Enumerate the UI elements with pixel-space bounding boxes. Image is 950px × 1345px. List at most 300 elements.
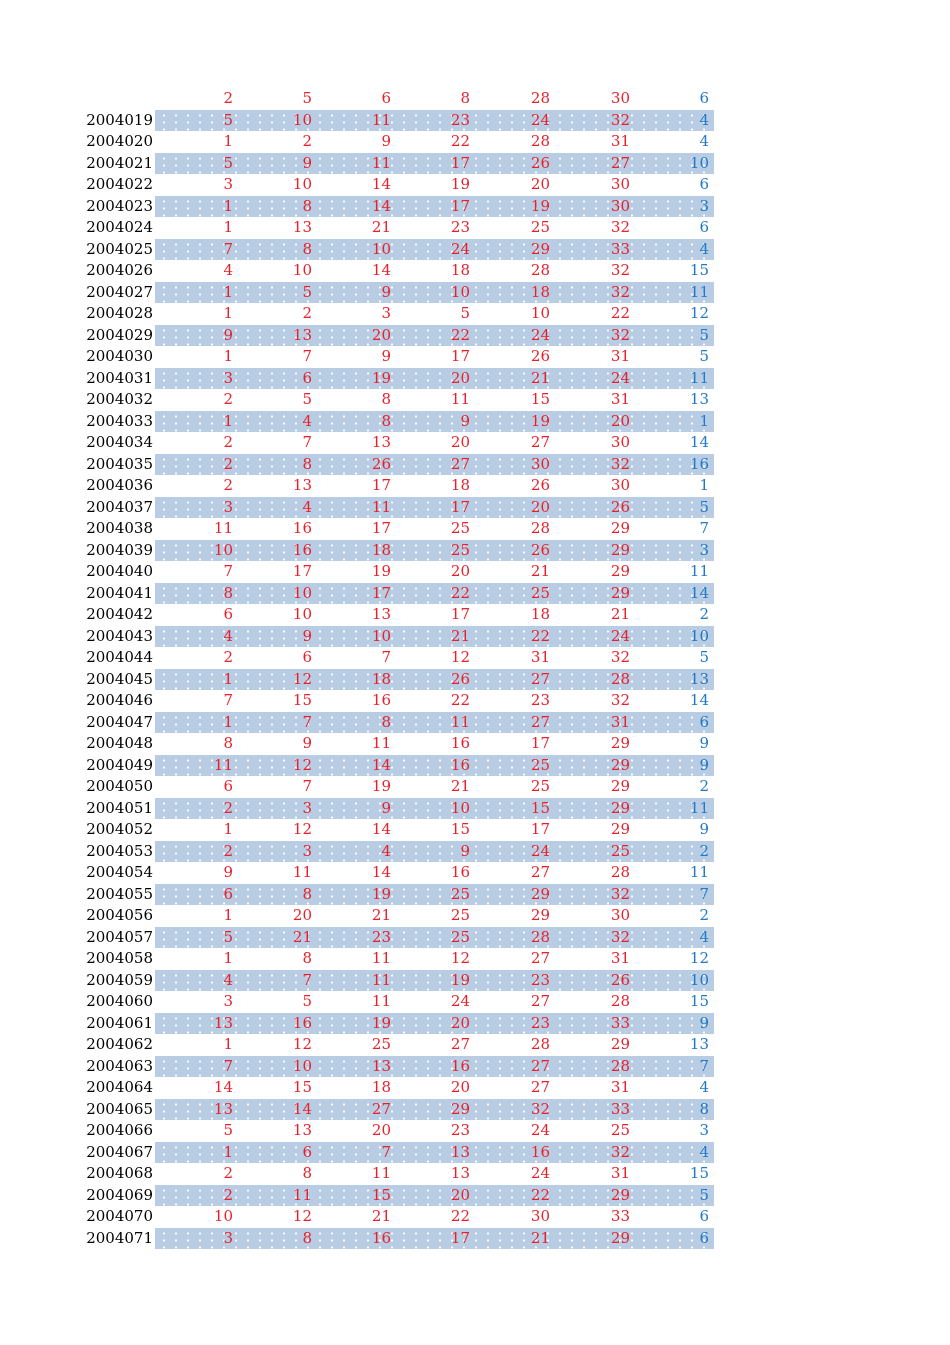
red-ball-number: 27 xyxy=(530,949,550,967)
issue-number: 2004046 xyxy=(86,691,153,709)
red-ball-number: 32 xyxy=(610,927,630,946)
red-ball-number: 32 xyxy=(610,282,630,301)
red-ball-number: 1 xyxy=(223,906,233,924)
red-ball-number: 3 xyxy=(302,841,312,860)
table-row xyxy=(0,432,950,454)
blue-ball-number: 7 xyxy=(699,1056,709,1075)
red-ball-number: 13 xyxy=(292,325,312,344)
red-ball-number: 10 xyxy=(213,1207,233,1225)
red-ball-number: 4 xyxy=(381,841,391,860)
red-ball-number: 31 xyxy=(610,712,630,731)
table-row xyxy=(0,690,950,712)
red-ball-number: 15 xyxy=(371,1185,391,1204)
red-ball-number: 1 xyxy=(223,1035,233,1053)
red-ball-number: 18 xyxy=(530,282,550,301)
issue-number: 2004069 xyxy=(86,1185,153,1204)
issue-number: 2004038 xyxy=(86,519,153,537)
red-ball-number: 29 xyxy=(610,519,630,537)
red-ball-number: 31 xyxy=(610,390,630,408)
red-ball-number: 1 xyxy=(223,949,233,967)
red-ball-number: 26 xyxy=(530,476,550,494)
table-row xyxy=(0,282,950,304)
red-ball-number: 24 xyxy=(530,1164,550,1182)
issue-number: 2004021 xyxy=(86,153,153,172)
red-ball-number: 24 xyxy=(530,110,550,129)
red-ball-number: 16 xyxy=(450,1056,470,1075)
red-ball-number: 20 xyxy=(450,433,470,451)
red-ball-number: 2 xyxy=(302,132,312,150)
red-ball-number: 3 xyxy=(381,304,391,322)
red-ball-number: 1 xyxy=(223,669,233,688)
red-ball-number: 7 xyxy=(381,648,391,666)
red-ball-number: 13 xyxy=(450,1164,470,1182)
red-ball-number: 23 xyxy=(450,218,470,236)
red-ball-number: 14 xyxy=(371,196,391,215)
red-ball-number: 7 xyxy=(223,239,233,258)
red-ball-number: 27 xyxy=(610,153,630,172)
blue-ball-number: 6 xyxy=(699,89,709,107)
red-ball-number: 33 xyxy=(610,1013,630,1032)
table-row xyxy=(0,88,950,110)
issue-number: 2004029 xyxy=(86,325,153,344)
issue-number: 2004034 xyxy=(86,433,153,451)
red-ball-number: 1 xyxy=(223,347,233,365)
issue-number: 2004035 xyxy=(86,454,153,473)
red-ball-number: 19 xyxy=(450,175,470,193)
red-ball-number: 25 xyxy=(610,1121,630,1139)
red-ball-number: 25 xyxy=(530,583,550,602)
table-row xyxy=(0,131,950,153)
red-ball-number: 27 xyxy=(530,1056,550,1075)
red-ball-number: 26 xyxy=(610,970,630,989)
issue-number: 2004037 xyxy=(86,497,153,516)
red-ball-number: 9 xyxy=(302,626,312,645)
red-ball-number: 14 xyxy=(371,863,391,881)
red-ball-number: 8 xyxy=(302,949,312,967)
red-ball-number: 6 xyxy=(302,1142,312,1161)
red-ball-number: 20 xyxy=(530,497,550,516)
red-ball-number: 33 xyxy=(610,1099,630,1118)
issue-number: 2004070 xyxy=(86,1207,153,1225)
table-row xyxy=(0,927,950,949)
blue-ball-number: 1 xyxy=(699,411,709,430)
table-row xyxy=(0,1077,950,1099)
table-row xyxy=(0,669,950,691)
issue-number: 2004026 xyxy=(86,261,153,279)
red-ball-number: 13 xyxy=(213,1099,233,1118)
red-ball-number: 21 xyxy=(450,777,470,795)
red-ball-number: 28 xyxy=(530,1035,550,1053)
red-ball-number: 27 xyxy=(530,433,550,451)
red-ball-number: 9 xyxy=(302,153,312,172)
red-ball-number: 22 xyxy=(530,626,550,645)
red-ball-number: 21 xyxy=(371,1207,391,1225)
red-ball-number: 31 xyxy=(610,132,630,150)
red-ball-number: 7 xyxy=(381,1142,391,1161)
blue-ball-number: 4 xyxy=(699,1142,709,1161)
red-ball-number: 31 xyxy=(530,648,550,666)
issue-number: 2004022 xyxy=(86,175,153,193)
blue-ball-number: 11 xyxy=(689,562,709,580)
red-ball-number: 13 xyxy=(371,605,391,623)
issue-number: 2004020 xyxy=(86,132,153,150)
blue-ball-number: 4 xyxy=(699,132,709,150)
red-ball-number: 16 xyxy=(530,1142,550,1161)
red-ball-number: 9 xyxy=(223,325,233,344)
red-ball-number: 9 xyxy=(460,841,470,860)
red-ball-number: 25 xyxy=(450,519,470,537)
blue-ball-number: 5 xyxy=(699,1185,709,1204)
red-ball-number: 8 xyxy=(223,583,233,602)
red-ball-number: 3 xyxy=(223,497,233,516)
issue-number: 2004057 xyxy=(86,927,153,946)
red-ball-number: 16 xyxy=(450,863,470,881)
red-ball-number: 7 xyxy=(223,1056,233,1075)
red-ball-number: 25 xyxy=(530,218,550,236)
blue-ball-number: 6 xyxy=(699,175,709,193)
red-ball-number: 4 xyxy=(223,261,233,279)
red-ball-number: 20 xyxy=(450,1078,470,1096)
red-ball-number: 22 xyxy=(450,691,470,709)
red-ball-number: 16 xyxy=(450,755,470,774)
issue-number: 2004063 xyxy=(86,1056,153,1075)
red-ball-number: 3 xyxy=(223,992,233,1010)
red-ball-number: 31 xyxy=(610,1078,630,1096)
blue-ball-number: 10 xyxy=(689,626,709,645)
blue-ball-number: 15 xyxy=(689,261,709,279)
red-ball-number: 17 xyxy=(371,519,391,537)
issue-number: 2004041 xyxy=(86,583,153,602)
table-row xyxy=(0,1120,950,1142)
red-ball-number: 14 xyxy=(213,1078,233,1096)
red-ball-number: 16 xyxy=(292,1013,312,1032)
red-ball-number: 32 xyxy=(610,1142,630,1161)
table-row xyxy=(0,712,950,734)
issue-number: 2004031 xyxy=(86,368,153,387)
red-ball-number: 17 xyxy=(530,734,550,752)
red-ball-number: 7 xyxy=(223,562,233,580)
red-ball-number: 24 xyxy=(530,841,550,860)
red-ball-number: 8 xyxy=(381,390,391,408)
table-row xyxy=(0,1163,950,1185)
blue-ball-number: 6 xyxy=(699,1228,709,1247)
table-row xyxy=(0,604,950,626)
red-ball-number: 8 xyxy=(302,196,312,215)
red-ball-number: 28 xyxy=(530,927,550,946)
red-ball-number: 15 xyxy=(530,390,550,408)
table-row xyxy=(0,841,950,863)
red-ball-number: 10 xyxy=(292,110,312,129)
red-ball-number: 5 xyxy=(302,89,312,107)
red-ball-number: 14 xyxy=(371,175,391,193)
red-ball-number: 20 xyxy=(371,1121,391,1139)
red-ball-number: 16 xyxy=(450,734,470,752)
red-ball-number: 17 xyxy=(450,605,470,623)
red-ball-number: 20 xyxy=(450,1185,470,1204)
red-ball-number: 22 xyxy=(610,304,630,322)
red-ball-number: 14 xyxy=(371,261,391,279)
red-ball-number: 4 xyxy=(302,497,312,516)
table-row xyxy=(0,991,950,1013)
red-ball-number: 29 xyxy=(610,798,630,817)
table-row xyxy=(0,733,950,755)
table-row xyxy=(0,776,950,798)
blue-ball-number: 8 xyxy=(699,1099,709,1118)
red-ball-number: 23 xyxy=(530,970,550,989)
issue-number: 2004056 xyxy=(86,906,153,924)
red-ball-number: 24 xyxy=(450,992,470,1010)
red-ball-number: 8 xyxy=(381,712,391,731)
red-ball-number: 25 xyxy=(450,927,470,946)
red-ball-number: 11 xyxy=(292,863,312,881)
red-ball-number: 14 xyxy=(371,755,391,774)
red-ball-number: 12 xyxy=(292,669,312,688)
blue-ball-number: 14 xyxy=(689,583,709,602)
red-ball-number: 6 xyxy=(223,884,233,903)
blue-ball-number: 3 xyxy=(699,540,709,559)
table-row xyxy=(0,798,950,820)
red-ball-number: 27 xyxy=(530,863,550,881)
red-ball-number: 29 xyxy=(610,777,630,795)
table-row xyxy=(0,1013,950,1035)
issue-number: 2004036 xyxy=(86,476,153,494)
table-row xyxy=(0,561,950,583)
red-ball-number: 15 xyxy=(530,798,550,817)
red-ball-number: 16 xyxy=(371,1228,391,1247)
red-ball-number: 10 xyxy=(530,304,550,322)
red-ball-number: 29 xyxy=(450,1099,470,1118)
issue-number: 2004052 xyxy=(86,820,153,838)
red-ball-number: 30 xyxy=(610,196,630,215)
red-ball-number: 26 xyxy=(530,540,550,559)
blue-ball-number: 12 xyxy=(689,949,709,967)
table-row xyxy=(0,626,950,648)
red-ball-number: 21 xyxy=(530,368,550,387)
red-ball-number: 21 xyxy=(292,927,312,946)
blue-ball-number: 11 xyxy=(689,863,709,881)
red-ball-number: 28 xyxy=(610,1056,630,1075)
issue-number: 2004053 xyxy=(86,841,153,860)
red-ball-number: 23 xyxy=(530,1013,550,1032)
red-ball-number: 11 xyxy=(371,734,391,752)
red-ball-number: 3 xyxy=(302,798,312,817)
red-ball-number: 21 xyxy=(530,562,550,580)
red-ball-number: 10 xyxy=(213,540,233,559)
red-ball-number: 22 xyxy=(450,1207,470,1225)
table-row xyxy=(0,411,950,433)
table-row xyxy=(0,1099,950,1121)
red-ball-number: 16 xyxy=(292,540,312,559)
red-ball-number: 28 xyxy=(610,863,630,881)
blue-ball-number: 11 xyxy=(689,798,709,817)
red-ball-number: 11 xyxy=(292,1185,312,1204)
blue-ball-number: 1 xyxy=(699,476,709,494)
table-row xyxy=(0,497,950,519)
issue-number: 2004024 xyxy=(86,218,153,236)
issue-number: 2004061 xyxy=(86,1013,153,1032)
red-ball-number: 8 xyxy=(302,454,312,473)
red-ball-number: 20 xyxy=(450,368,470,387)
red-ball-number: 5 xyxy=(223,927,233,946)
blue-ball-number: 14 xyxy=(689,691,709,709)
red-ball-number: 32 xyxy=(610,110,630,129)
red-ball-number: 19 xyxy=(530,411,550,430)
red-ball-number: 11 xyxy=(213,755,233,774)
issue-number: 2004047 xyxy=(86,712,153,731)
red-ball-number: 25 xyxy=(371,1035,391,1053)
red-ball-number: 33 xyxy=(610,1207,630,1225)
issue-number: 2004071 xyxy=(86,1228,153,1247)
issue-number: 2004040 xyxy=(86,562,153,580)
table-row xyxy=(0,540,950,562)
table-row xyxy=(0,884,950,906)
red-ball-number: 10 xyxy=(292,583,312,602)
red-ball-number: 10 xyxy=(292,605,312,623)
table-row xyxy=(0,1056,950,1078)
issue-number: 2004039 xyxy=(86,540,153,559)
table-row xyxy=(0,196,950,218)
red-ball-number: 10 xyxy=(371,626,391,645)
red-ball-number: 28 xyxy=(610,669,630,688)
red-ball-number: 1 xyxy=(223,196,233,215)
red-ball-number: 9 xyxy=(381,798,391,817)
red-ball-number: 7 xyxy=(302,712,312,731)
red-ball-number: 27 xyxy=(450,1035,470,1053)
red-ball-number: 2 xyxy=(223,89,233,107)
table-row xyxy=(0,1185,950,1207)
red-ball-number: 10 xyxy=(292,1056,312,1075)
red-ball-number: 5 xyxy=(302,992,312,1010)
red-ball-number: 22 xyxy=(530,1185,550,1204)
red-ball-number: 26 xyxy=(530,153,550,172)
red-ball-number: 4 xyxy=(223,626,233,645)
red-ball-number: 2 xyxy=(223,1164,233,1182)
issue-number: 2004048 xyxy=(86,734,153,752)
red-ball-number: 23 xyxy=(371,927,391,946)
blue-ball-number: 13 xyxy=(689,669,709,688)
red-ball-number: 2 xyxy=(223,390,233,408)
red-ball-number: 8 xyxy=(381,411,391,430)
red-ball-number: 19 xyxy=(371,368,391,387)
red-ball-number: 14 xyxy=(371,820,391,838)
red-ball-number: 17 xyxy=(450,153,470,172)
red-ball-number: 11 xyxy=(371,970,391,989)
red-ball-number: 2 xyxy=(223,648,233,666)
red-ball-number: 2 xyxy=(223,1185,233,1204)
blue-ball-number: 16 xyxy=(689,454,709,473)
red-ball-number: 12 xyxy=(292,820,312,838)
red-ball-number: 15 xyxy=(292,691,312,709)
blue-ball-number: 2 xyxy=(699,906,709,924)
red-ball-number: 17 xyxy=(450,1228,470,1247)
red-ball-number: 21 xyxy=(371,906,391,924)
red-ball-number: 9 xyxy=(381,282,391,301)
red-ball-number: 1 xyxy=(223,712,233,731)
table-row xyxy=(0,1034,950,1056)
red-ball-number: 27 xyxy=(530,992,550,1010)
blue-ball-number: 10 xyxy=(689,153,709,172)
blue-ball-number: 6 xyxy=(699,218,709,236)
table-row xyxy=(0,862,950,884)
red-ball-number: 31 xyxy=(610,1164,630,1182)
table-row xyxy=(0,260,950,282)
red-ball-number: 15 xyxy=(292,1078,312,1096)
red-ball-number: 1 xyxy=(223,218,233,236)
blue-ball-number: 3 xyxy=(699,1121,709,1139)
red-ball-number: 25 xyxy=(450,884,470,903)
red-ball-number: 13 xyxy=(292,1121,312,1139)
red-ball-number: 12 xyxy=(292,1207,312,1225)
red-ball-number: 5 xyxy=(223,1121,233,1139)
red-ball-number: 6 xyxy=(223,605,233,623)
red-ball-number: 12 xyxy=(450,949,470,967)
issue-number: 2004045 xyxy=(86,669,153,688)
red-ball-number: 1 xyxy=(223,304,233,322)
table-row xyxy=(0,454,950,476)
red-ball-number: 16 xyxy=(371,691,391,709)
issue-number: 2004064 xyxy=(86,1078,153,1096)
red-ball-number: 13 xyxy=(213,1013,233,1032)
issue-number: 2004066 xyxy=(86,1121,153,1139)
blue-ball-number: 4 xyxy=(699,239,709,258)
red-ball-number: 2 xyxy=(223,433,233,451)
red-ball-number: 25 xyxy=(450,906,470,924)
red-ball-number: 27 xyxy=(371,1099,391,1118)
red-ball-number: 31 xyxy=(610,949,630,967)
red-ball-number: 29 xyxy=(610,734,630,752)
red-ball-number: 3 xyxy=(223,368,233,387)
red-ball-number: 2 xyxy=(223,476,233,494)
blue-ball-number: 2 xyxy=(699,841,709,860)
red-ball-number: 2 xyxy=(223,454,233,473)
issue-number: 2004027 xyxy=(86,282,153,301)
issue-number: 2004044 xyxy=(86,648,153,666)
red-ball-number: 33 xyxy=(610,239,630,258)
table-row xyxy=(0,239,950,261)
lottery-results-sheet xyxy=(0,88,950,1249)
red-ball-number: 21 xyxy=(530,1228,550,1247)
table-row xyxy=(0,110,950,132)
red-ball-number: 20 xyxy=(610,411,630,430)
blue-ball-number: 4 xyxy=(699,1078,709,1096)
red-ball-number: 12 xyxy=(292,1035,312,1053)
red-ball-number: 28 xyxy=(530,261,550,279)
red-ball-number: 6 xyxy=(302,368,312,387)
red-ball-number: 18 xyxy=(450,476,470,494)
red-ball-number: 8 xyxy=(302,1164,312,1182)
table-row xyxy=(0,518,950,540)
blue-ball-number: 3 xyxy=(699,196,709,215)
red-ball-number: 9 xyxy=(381,132,391,150)
red-ball-number: 32 xyxy=(610,648,630,666)
blue-ball-number: 6 xyxy=(699,1207,709,1225)
red-ball-number: 11 xyxy=(450,712,470,731)
red-ball-number: 29 xyxy=(610,1228,630,1247)
red-ball-number: 10 xyxy=(292,261,312,279)
red-ball-number: 24 xyxy=(450,239,470,258)
red-ball-number: 1 xyxy=(223,132,233,150)
table-row xyxy=(0,905,950,927)
table-row xyxy=(0,583,950,605)
red-ball-number: 2 xyxy=(223,798,233,817)
red-ball-number: 24 xyxy=(610,626,630,645)
red-ball-number: 26 xyxy=(530,347,550,365)
red-ball-number: 2 xyxy=(302,304,312,322)
red-ball-number: 13 xyxy=(371,1056,391,1075)
red-ball-number: 13 xyxy=(450,1142,470,1161)
table-row xyxy=(0,303,950,325)
table-row xyxy=(0,948,950,970)
